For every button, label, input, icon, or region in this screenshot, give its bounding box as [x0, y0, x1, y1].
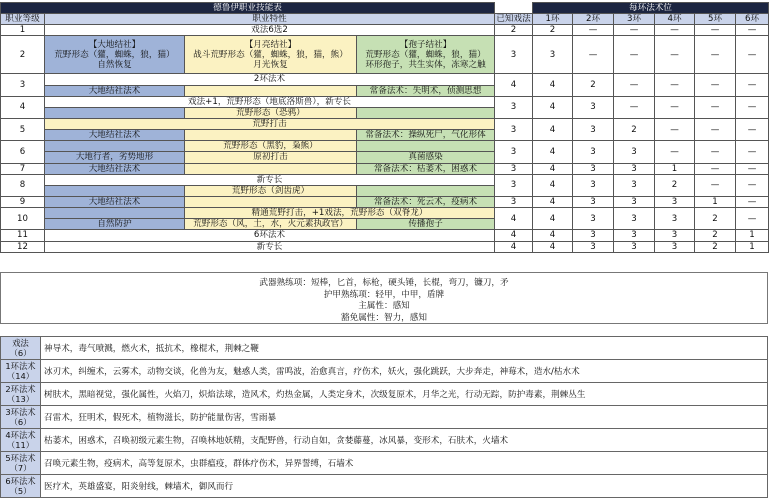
proficiency-info-box	[0, 272, 768, 324]
circle-of-land-feature	[45, 208, 185, 219]
spell-row-level-2	[1, 383, 768, 406]
slot-cell: 2	[655, 174, 695, 196]
slot-cell: 3	[655, 230, 695, 241]
table-row	[1, 208, 769, 219]
weapon-proficiencies: 武器熟练项：短棒，匕首，标枪，硬头锤，长棍，弯刀，镰刀，矛	[259, 278, 509, 288]
row-cantrips: 3	[495, 174, 533, 196]
slot-cell: 3	[573, 141, 614, 163]
slot-cell: —	[695, 141, 736, 163]
slot-cell: 4	[533, 118, 573, 140]
row-level: 12	[1, 241, 45, 252]
circle-of-moon-feature: 荒野形态（恐鸦）	[185, 107, 357, 118]
slot-cell: 3	[614, 196, 655, 207]
slot-cell: 3	[614, 174, 655, 196]
row-level: 8	[1, 174, 45, 196]
circle-of-moon-feature	[185, 130, 357, 141]
slot-cell: 2	[533, 25, 573, 36]
slot-cell: 4	[533, 196, 573, 207]
circle-of-spores-feature: 常备法术：失明术，侦测思想	[357, 85, 495, 96]
circle-of-land-feature	[45, 107, 185, 118]
slot-cell: —	[695, 163, 736, 174]
slot-cell: —	[736, 74, 769, 96]
slot-cell: —	[614, 96, 655, 118]
class-progression-table	[0, 2, 769, 253]
saving-throws: 豁免属性：智力，感知	[341, 312, 427, 323]
circle-of-land-feature: 大地行者，劣势地形	[45, 152, 185, 163]
row-cantrips: 3	[495, 118, 533, 140]
slot-cell: 4	[533, 208, 573, 230]
table-row	[1, 241, 769, 252]
circle-of-spores-feature	[357, 107, 495, 118]
table-row	[1, 141, 769, 152]
slot-cell: 4	[533, 174, 573, 196]
circle-of-moon-feature: 原初打击	[185, 152, 357, 163]
circle-of-spores-feature: 常备法术：枯萎术，困惑术	[357, 163, 495, 174]
row-cantrips: 4	[495, 208, 533, 230]
spell-list: 枯萎术，困惑术，召唤初级元素生物，召唤林地妖精，支配野兽，行动自如，贪婪藤蔓，冰风暴，变形术，石肤术，火墙术	[41, 429, 768, 452]
circle-of-spores-feature	[357, 141, 495, 152]
primary-ability: 主属性：感知	[358, 301, 410, 311]
slot-cell: 4	[533, 96, 573, 118]
slot-cell: —	[736, 174, 769, 196]
slot-cell: —	[695, 25, 736, 36]
armor-proficiencies: 护甲熟练项：轻甲，中甲，盾牌	[323, 289, 445, 300]
slot-cell: —	[614, 36, 655, 74]
spell-list: 冰刃术，纠缠术，云雾术，动物交谈，化兽为友，魅惑人类，雷鸣波，治愈真言，疗伤术，妖火，强化跳跃，大步奔走，神莓术，造水/枯水术	[41, 360, 768, 383]
row-cantrips: 4	[495, 230, 533, 241]
row-features: 2环法术	[45, 74, 495, 85]
slot-cell: —	[736, 208, 769, 230]
circle-of-moon-feature: 荒野形态（风，土，水，火元素执政官）	[185, 219, 357, 230]
spell-level-label: 6环法术 （5）	[1, 475, 41, 498]
circle-of-land-feature: 大地结社法术	[45, 196, 185, 207]
header-level: 职业等级	[1, 14, 45, 25]
slot-cell: 3	[573, 230, 614, 241]
slot-cell: 4	[533, 241, 573, 252]
slot-cell: 2	[614, 118, 655, 140]
spell-list: 召唤元素生物，疫病术，高等复原术，虫群瘟疫，群体疗伤术，异界誓缚，石墙术	[41, 452, 768, 475]
slot-cell: 3	[614, 208, 655, 230]
circle-of-moon-feature: 荒野形态（黑豹，枭熊）	[185, 141, 357, 152]
spell-row-level-4	[1, 429, 768, 452]
circle-of-land-feature: 【大地结社】 荒野形态（獾，蜘蛛，狼，猫） 自然恢复	[45, 36, 185, 74]
row-features: 新专长	[45, 174, 495, 185]
circle-of-spores-feature: 常备法术：操纵死尸，气化形体	[357, 130, 495, 141]
spell-row-level-5	[1, 452, 768, 475]
slot-cell: —	[655, 96, 695, 118]
header-cantrips: 已知戏法	[496, 14, 531, 25]
slot-cell: —	[655, 118, 695, 140]
row-cantrips: 3	[495, 96, 533, 118]
row-cantrips: 4	[495, 74, 533, 96]
circle-of-spores-feature: 常备法术：死云术，疫病术	[357, 196, 495, 207]
spell-row-level-1	[1, 360, 768, 383]
row-cantrips: 3	[495, 163, 533, 174]
row-level: 6	[1, 141, 45, 163]
row-cantrips: 2	[495, 25, 533, 36]
slot-cell: 1	[736, 241, 769, 252]
slot-cell: 4	[533, 230, 573, 241]
spell-row-level-3	[1, 406, 768, 429]
circle-of-moon-feature	[185, 163, 357, 174]
sheet-title: 德鲁伊职业技能表	[1, 3, 495, 14]
spell-level-label: 4环法术 （11）	[1, 429, 41, 452]
table-row	[1, 196, 769, 207]
slot-cell: —	[655, 25, 695, 36]
slot-cell: 2	[573, 74, 614, 96]
slot-cell: —	[736, 118, 769, 140]
slot-cell: 3	[614, 241, 655, 252]
header-slot-2: 2环	[573, 14, 614, 25]
slot-cell: —	[655, 36, 695, 74]
row-level: 9	[1, 196, 45, 207]
header-slot-1: 1环	[533, 14, 573, 25]
slot-cell: 2	[695, 241, 736, 252]
slot-cell: 1	[736, 230, 769, 241]
spell-list: 召雷术，狂明术，假死术，植物滋长，防护能量伤害，雪雨暴	[41, 406, 768, 429]
row-level: 5	[1, 118, 45, 140]
spell-slots-header: 每环法术位	[533, 3, 769, 14]
row-cantrips: 3	[495, 196, 533, 207]
circle-of-land-feature: 大地结社法术	[45, 163, 185, 174]
table-row	[1, 174, 769, 185]
slot-cell: —	[655, 141, 695, 163]
spell-level-label: 5环法术 （7）	[1, 452, 41, 475]
spell-list: 医疗术，英雄盛宴，阳炎射线，棘墙术，御风而行	[41, 475, 768, 498]
circle-of-spores-feature: 传播孢子	[357, 219, 495, 230]
row-level: 10	[1, 208, 45, 230]
slot-cell: —	[736, 196, 769, 207]
slot-cell: 1	[655, 163, 695, 174]
row-cantrips: 4	[495, 241, 533, 252]
row-level: 11	[1, 230, 45, 241]
slot-cell: —	[736, 96, 769, 118]
spell-level-label: 3环法术 （6）	[1, 406, 41, 429]
row-level: 4	[1, 96, 45, 118]
slot-cell: —	[655, 74, 695, 96]
row-features: 戏法+1，荒野形态（地底洛斯兽），新专长	[45, 96, 495, 107]
slot-cell: —	[573, 36, 614, 74]
slot-cell: —	[614, 25, 655, 36]
row-features: 荒野打击	[45, 118, 495, 129]
slot-cell: 1	[695, 196, 736, 207]
table-row	[1, 74, 769, 85]
slot-cell: —	[736, 141, 769, 163]
slot-cell: —	[695, 36, 736, 74]
slot-cell: —	[736, 25, 769, 36]
spell-list: 神导术，毒气喷溅，燃火术，抵抗术，橡棍术，荆棘之鞭	[41, 337, 768, 360]
slot-cell: —	[695, 96, 736, 118]
spell-level-label: 1环法术 （14）	[1, 360, 41, 383]
circle-of-spores-feature: 【孢子结社】 荒野形态（獾，蜘蛛，狼，猫） 环形孢子，共生实体，冻寒之触	[357, 36, 495, 74]
spell-list-table	[0, 336, 768, 498]
slot-cell: —	[695, 118, 736, 140]
slot-cell: —	[736, 163, 769, 174]
row-cantrips: 3	[495, 36, 533, 74]
circle-of-spores-feature	[357, 185, 495, 196]
slot-cell: 4	[533, 74, 573, 96]
slot-cell: 3	[614, 141, 655, 163]
table-row	[1, 36, 769, 74]
slot-cell: 3	[573, 163, 614, 174]
circle-of-spores-feature: 真菌感染	[357, 152, 495, 163]
slot-cell: 3	[573, 241, 614, 252]
circle-of-land-feature	[45, 141, 185, 152]
slot-cell: —	[695, 74, 736, 96]
table-row	[1, 230, 769, 241]
slot-cell: 2	[695, 208, 736, 230]
circle-of-land-feature	[45, 185, 185, 196]
header-slot-3: 3环	[614, 14, 655, 25]
slot-cell: 3	[655, 241, 695, 252]
table-row	[1, 25, 769, 36]
spell-level-label: 2环法术 （13）	[1, 383, 41, 406]
row-level: 3	[1, 74, 45, 96]
header-slot-5: 5环	[695, 14, 736, 25]
slot-cell: 4	[533, 163, 573, 174]
row-cantrips: 3	[495, 141, 533, 163]
spell-list: 树肤术，黑暗视觉，强化属性，火焰刀，炽焰法球，造风术，灼热金属，人类定身术，次级复原术，月华之光，行动无踪，防护毒素，荆棘丛生	[41, 383, 768, 406]
slot-cell: 3	[614, 230, 655, 241]
slot-cell: —	[573, 25, 614, 36]
slot-cell: 3	[614, 163, 655, 174]
circle-of-land-feature: 大地结社法术	[45, 130, 185, 141]
table-row	[1, 118, 769, 129]
circle-of-moon-feature	[185, 85, 357, 96]
slot-cell: —	[736, 36, 769, 74]
slot-cell: —	[614, 74, 655, 96]
slot-cell: 2	[695, 230, 736, 241]
slot-cell: 3	[573, 174, 614, 196]
slot-cell: 3	[533, 36, 573, 74]
row-level: 7	[1, 163, 45, 174]
header-features: 职业特性	[45, 14, 495, 25]
circle-of-moon-feature	[185, 196, 357, 207]
circle-of-land-feature: 自然防护	[45, 219, 185, 230]
table-row	[1, 96, 769, 107]
slot-cell: 3	[655, 196, 695, 207]
row-features: 新专长	[45, 241, 495, 252]
row-features: 6环法术	[45, 230, 495, 241]
row-features: 精通荒野打击，+1戏法，荒野形态（双脊龙）	[185, 208, 495, 219]
spell-row-level-6	[1, 475, 768, 498]
row-features: 戏法6选2	[45, 25, 495, 36]
row-level: 1	[1, 25, 45, 36]
table-row	[1, 163, 769, 174]
spell-level-label: 戏法 （6）	[1, 337, 41, 360]
circle-of-land-feature: 大地结社法术	[45, 85, 185, 96]
slot-cell: 3	[573, 118, 614, 140]
slot-cell: 3	[573, 196, 614, 207]
row-level: 2	[1, 36, 45, 74]
slot-cell: 3	[573, 208, 614, 230]
spell-row-cantrips	[1, 337, 768, 360]
slot-cell: 4	[533, 141, 573, 163]
header-slot-4: 4环	[655, 14, 695, 25]
circle-of-moon-feature: 【月亮结社】 战斗荒野形态（獾，蜘蛛，狼，猫，熊） 月光恢复	[185, 36, 357, 74]
slot-cell: —	[695, 174, 736, 196]
circle-of-moon-feature: 荒野形态（剑齿虎）	[185, 185, 357, 196]
header-slot-6: 6环	[736, 14, 769, 25]
slot-cell: 3	[573, 96, 614, 118]
slot-cell: 3	[655, 208, 695, 230]
